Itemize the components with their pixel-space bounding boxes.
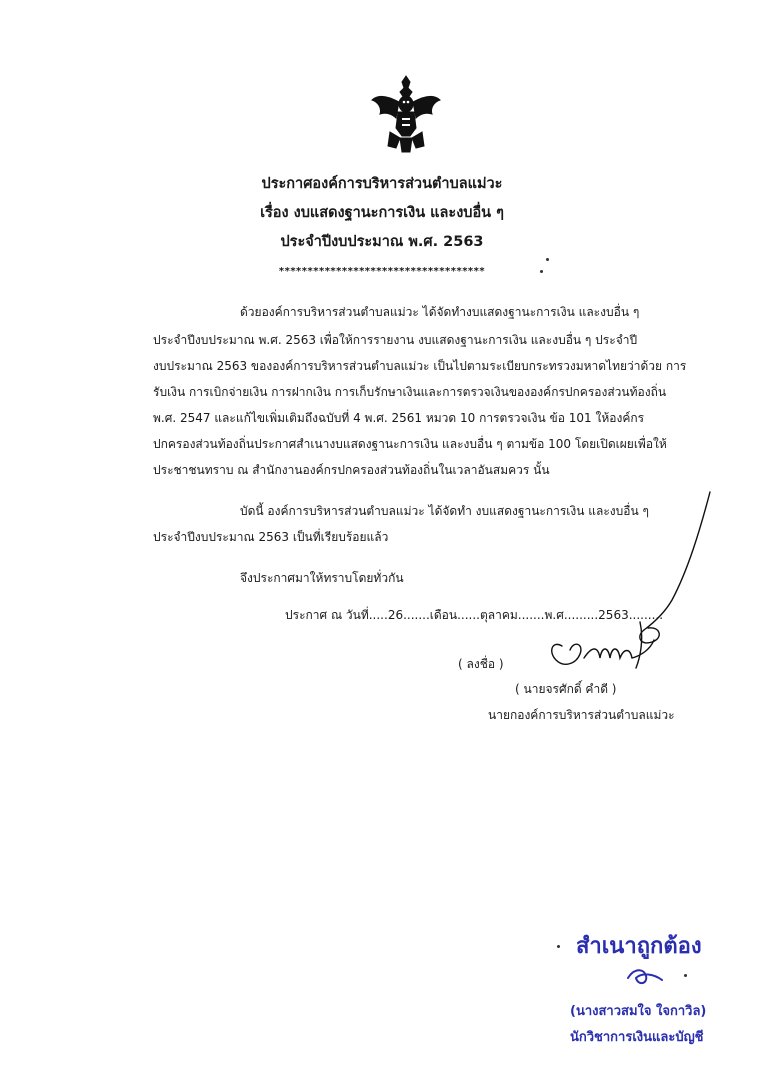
scan-speck — [540, 270, 543, 273]
scan-speck — [684, 974, 687, 977]
announcement-title: ประกาศองค์การบริหารส่วนตำบลแม่วะ — [261, 176, 503, 192]
signatory-position: นายกองค์การบริหารส่วนตำบลแม่วะ — [488, 708, 675, 722]
paragraph-1-line: ปกครองส่วนท้องถิ่นประกาศสำเนางบแสดงฐานะการเงิน และงบอื่น ๆ ตามข้อ 100 โดยเปิดเผยเพื่อให้ — [153, 437, 667, 451]
paragraph-1-line: ด้วยองค์การบริหารส่วนตำบลแม่วะ ได้จัดทำงบแสดงฐานะการเงิน และงบอื่น ๆ — [240, 305, 640, 319]
announcement-subject: เรื่อง งบแสดงฐานะการเงิน และงบอื่น ๆ — [260, 205, 504, 221]
certifier-name: (นางสาวสมใจ ใจกาวิล) — [570, 1004, 707, 1019]
separator-stars: ************************************ — [278, 266, 486, 277]
signatory-name: ( นายจรศักดิ์ คำดี ) — [515, 682, 617, 696]
certifier-position: นักวิชาการเงินและบัญชี — [570, 1030, 704, 1045]
closing-statement: จึงประกาศมาให้ทราบโดยทั่วกัน — [240, 571, 404, 585]
paragraph-1-line: พ.ศ. 2547 และแก้ไขเพิ่มเติมถึงฉบับที่ 4 พ.ศ. 2561 หมวด 10 การตรวจเงิน ข้อ 101 ให้องค์กร — [153, 411, 645, 425]
paragraph-1-line: รับเงิน การเบิกจ่ายเงิน การฝากเงิน การเก็บรักษาเงินและการตรวจเงินขององค์กรปกครองส่วนท้องถิ่น — [153, 385, 667, 399]
announcement-date: ประกาศ ณ วันที่.....26.......เดือน......ตุลาคม.......พ.ศ.........2563......... — [285, 608, 664, 622]
signed-label: ( ลงชื่อ ) — [458, 657, 504, 671]
certified-copy-stamp: สำเนาถูกต้อง — [576, 934, 702, 959]
fiscal-year: ประจำปีงบประมาณ พ.ศ. 2563 — [280, 234, 484, 250]
paragraph-2-line: ประจำปีงบประมาณ 2563 เป็นที่เรียบร้อยแล้ว — [153, 530, 389, 544]
scan-speck — [557, 945, 560, 948]
handwritten-signature — [540, 490, 730, 690]
garuda-emblem — [370, 72, 442, 154]
scan-speck — [546, 258, 549, 261]
paragraph-1-line: งบประมาณ 2563 ขององค์การบริหารส่วนตำบลแม่วะ เป็นไปตามระเบียบกระทรวงมหาดไทยว่าด้วย การ — [153, 359, 687, 373]
paragraph-1-line: ประชาชนทราบ ณ สำนักงานองค์กรปกครองส่วนท้องถิ่นในเวลาอันสมควร นั้น — [153, 463, 550, 477]
paragraph-2-line: บัดนี้ องค์การบริหารส่วนตำบลแม่วะ ได้จัดทำ งบแสดงฐานะการเงิน และงบอื่น ๆ — [240, 504, 649, 518]
paragraph-1-line: ประจำปีงบประมาณ พ.ศ. 2563 เพื่อให้การรายงาน งบแสดงฐานะการเงิน และงบอื่น ๆ ประจำปี — [153, 333, 638, 347]
stamp-initials — [620, 960, 670, 990]
